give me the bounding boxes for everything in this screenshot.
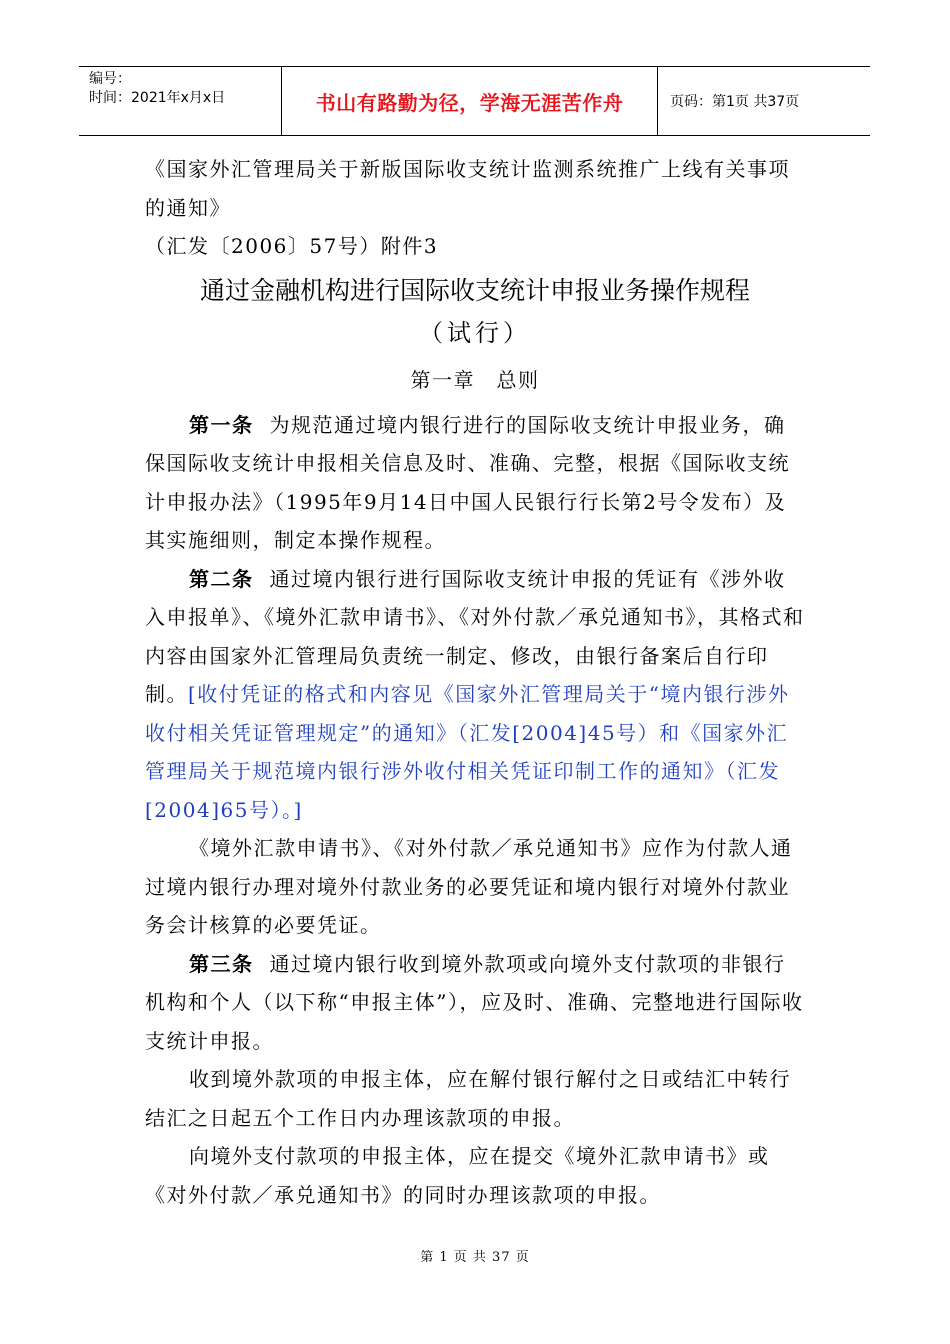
page-header xyxy=(79,66,870,136)
page-footer: 第 1 页 共 37 页 xyxy=(420,1250,530,1265)
header-meta xyxy=(79,67,282,135)
document-body xyxy=(145,150,805,1214)
article-3-label: 第三条 xyxy=(189,951,254,976)
header-number: 编号： xyxy=(89,71,131,87)
document-subtitle: （试行） xyxy=(419,318,531,347)
reference-line-1: 《国家外汇管理局关于新版国际收支统计监测系统推广上线有关事项的通知》 xyxy=(145,157,790,220)
article-2 xyxy=(145,560,805,830)
header-page-info: 页码：第1页 共37页 xyxy=(670,94,800,110)
article-3-paragraph-3: 向境外支付款项的申报主体，应在提交《境外汇款申请书》或《对外付款／承兑通知书》的同时办理该款项的申报。 xyxy=(145,1144,770,1207)
article-2-label: 第二条 xyxy=(189,566,254,591)
article-2-paragraph-2: 《境外汇款申请书》、《对外付款／承兑通知书》应作为付款人通过境内银行办理对境外付款业务的必要凭证和境内银行对境外付款业务会计核算的必要凭证。 xyxy=(145,836,793,937)
article-1-text: 为规范通过境内银行进行的国际收支统计申报业务，确保国际收支统计申报相关信息及时、准确、完整，根据《国际收支统计申报办法》（1995年9月14日中国人民银行行长第2号令发布）及其实施细则，制定本操作规程。 xyxy=(145,412,790,552)
article-1 xyxy=(145,406,805,560)
article-1-label: 第一条 xyxy=(189,412,254,437)
article-3-paragraph-2: 收到境外款项的申报主体，应在解付银行解付之日或结汇中转行结汇之日起五个工作日内办理该款项的申报。 xyxy=(145,1067,791,1130)
article-3-text: 通过境内银行收到境外款项或向境外支付款项的非银行机构和个人（以下称“申报主体”），应及时、准确、完整地进行国际收支统计申报。 xyxy=(145,951,804,1053)
header-motto: 书山有路勤为径，学海无涯苦作舟 xyxy=(282,67,658,135)
article-2-note-link[interactable]: [收付凭证的格式和内容见《国家外汇管理局关于“境内银行涉外收付相关凭证管理规定”的通知》（汇发[2004]45号）和《国家外汇管理局关于规范境内银行涉外收付相关凭证印制工作的通知》（汇发[2004]65号）。] xyxy=(145,682,790,822)
reference-line-2: （汇发〔2006〕57号）附件3 xyxy=(145,234,439,258)
chapter-heading: 第一章 总则 xyxy=(410,367,540,392)
article-2-text: 通过境内银行进行国际收支统计申报的凭证有《涉外收入申报单》、《境外汇款申请书》、《对外付款／承兑通知书》，其格式和内容由国家外汇管理局负责统一制定、修改，由银行备案后自行印制。 xyxy=(145,566,805,706)
article-3 xyxy=(145,945,805,1061)
document-title: 通过金融机构进行国际收支统计申报业务操作规程 xyxy=(199,275,750,305)
header-time: 时间：2021年x月x日 xyxy=(89,90,226,106)
